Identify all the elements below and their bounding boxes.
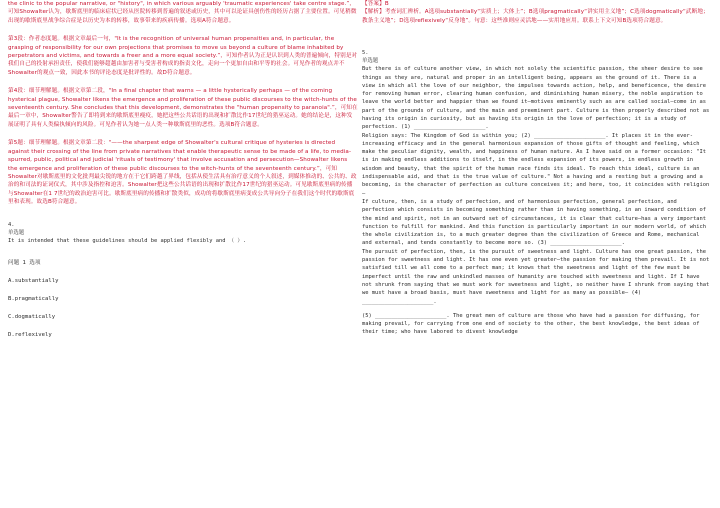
option-d[interactable]: D.reflexively	[8, 331, 52, 338]
question-number: 4.	[8, 221, 15, 228]
left-column	[8, 0, 358, 339]
explanation-q4: 第4段：细节理解题。根据文章第二段，"In a final chapter that warns — a little hysterically perhaps — of the coming hysterical plague, Showalter likens the emergence and proliferation of these public discourses to the witch-hunts of the seventeenth century. She concludes that this development, demonstrates the "human propensity to paranoia".”，可知在最后一章中，Showalter警告了即将到来的歇斯底里瘦疫，她把这些公共话语的出现和扩散比作17世纪的猎巫运动。她的结论是，这种发展证明了具有人类偏执倾向的风险。可见作者认为她一点人类一种歇斯底里的恶性。选项B符合题意。	[8, 88, 358, 128]
question-stem: It is intended that these guidelines should be applied flexibly and （ ）.	[8, 237, 246, 244]
options-label: 问题 1 选项	[8, 259, 41, 266]
option-b[interactable]: B.pragmatically	[8, 295, 59, 302]
passage-paragraph-2: Religion says: The Kingdom of God is within you; (2) ______________________. It places it in the ever-increasing efficacy and in the general harmonious expansion of those gifts of thought and feeling, which make the peculiar dignity, wealth, and happiness of human nature. As I have said on a former occasion: "It is in making endless additions to itself, in the endless expansion of its powers, in endless growth in wisdom and beauty, that the spirit of the human race finds its ideal. To reach this ideal, culture is an indispensable aid, and that is the true value of culture." Not a having and a resting but a growing and a becoming, is the character of perfection as culture conceives it; and here, too, it coincides with religion—	[362, 132, 710, 197]
question-type: 单选题	[362, 58, 379, 65]
explanation-q3-continued: the clinic to the popular narrative, or "history", in which various arguably 'traumatic experiences' take centre stage.”，可知Showalter认为，歇斯底里的临床症状已经从医院转移到普遍的叙述或历史，其中可以论证具创伤性的经历占据了主要位置。可见稍微出现的歇斯底里战争综合症是以历史为本的转移，故事带来的疾病传播。选项A符合题意。	[8, 1, 357, 24]
right-column	[362, 0, 712, 337]
passage-paragraph-4: The pursuit of perfection, then, is the pursuit of sweetness and light. Culture has one great passion, the passion for sweetness and light. It has one even yet greater—the passion for making them prevail. It is not satisfied till we all come to a perfect man; it knows that the sweetness and light of the few must be imperfect until the raw and unkindled masses of humanity are touched with sweetness and light. If I have not shrunk from saying that we must work for sweetness and light, so neither have I shrunk from saying that we must have a broad basis, must have sweetness and light for as many as possible— (4) ______________________.	[362, 248, 710, 305]
option-a[interactable]: A.substantially	[8, 277, 59, 284]
passage-paragraph-1: But there is of culture another view, in which not solely the scientific passion, the sheer desire to see things as they are, natural and proper in an intelligent being, appears as the ground of it. There is a view in which all the love of our neighbor, the impulses towards action, help, and beneficence, the desire for removing human error, clearing human confusion, and diminishing human misery, the noble aspiration to leave the world better and happier than we found it—motives eminently such as are called social—come in as part of the grounds of culture, and the main and preeminent part. Culture is then properly described not as having its origin in curiosity, but as having its origin in the love of perfection; it is a study of perfection. (1) ______________________.	[362, 66, 710, 131]
question-number: 5.	[362, 50, 369, 57]
answer-analysis: 【解析】考查词汇辨析。A选项substantially“实质上；大体上”；B选项pragmatically“讲实用主义地”；C选项dogmatically“武断地；教条主义地”；D选项reflexively“反身地”。句意：这些准则应灵活地——实用地应用。联系上下文可知B选项符合题意。	[362, 9, 709, 24]
explanation-q3: 第3段：作者态度题。根据文章最后一句，"It is the recognition of universal human propensities and, in particular, the grasping of responsibility for our own projections that promises to move us beyond a culture of blame inhabited by perpetrators and victims, and towards a freer and a more equal society.”，可知作者认为正是认识到人类的普遍倾向，特别是对我们自己的投射承担责任，使我们能够超越由加害者与受害者构成的指责文化，走向一个更加自由和平等的社会。可见作者的观点并不Showalter的观点一致，因此本书的评论态度是批评性的。故D符合题意。	[8, 36, 358, 76]
passage-paragraph-5: (5) ______________________. The great men of culture are those who have had a passion for diffusing, for making prevail, for carrying from one end of society to the other, the best knowledge, the best ideas of their time; who have labored to divest knowledge	[362, 312, 700, 336]
explanation-q5: 第5题：细节理解题。根据文章第二段："——the sharpest edge of Showalter's cultural critique of hysteries is directed against their crossing of the line from private narratives that enable therapeutic sense to be made of a life, to media-spurred, public, political and judicial 'rituals of testimony' that involve accusation and persecution—Showalter likens the emergence and proliferation of these public discourses to the witch-hunts of the seventeenth century.”，可知Showalter对歇斯底里的文化批判最尖锐的地方在于它们跨越了界线，包括从使生活具有治疗意义的个人叙述，到媒体推动的、公共的、政治的和司法的证词仪式，其中涉及指控和迫害。Showalter把这些公共话语的出现和扩散比作17世纪的猎巫运动。可见歇斯底里病的传播与Showalter在1 7世纪的政治迫害可比。歇斯底里病的传播和扩散类似，成功的将歇斯底里病变成公共导向分子在我们这个时代的歇斯底里和表现。故选B符合题意。	[8, 140, 357, 206]
passage-paragraph-3: If culture, then, is a study of perfection, and of harmonious perfection, general perfection, and perfection which consists in becoming something rather than in having something, in an inward condition of the mind and spirit, not in an outward set of circumstances, it is clear that culture—has a very important function to fulfill for mankind. And this function is particularly important in our modern world, of which the whole civilization is, to a much greater degree than the civilization of Greece and Rome, mechanical and external, and tends constantly to become more so. (3) ______________________.	[362, 198, 707, 247]
answer-label: 【答案】B	[362, 1, 389, 7]
option-c[interactable]: C.dogmatically	[8, 313, 56, 320]
question-type: 单选题	[8, 229, 25, 236]
